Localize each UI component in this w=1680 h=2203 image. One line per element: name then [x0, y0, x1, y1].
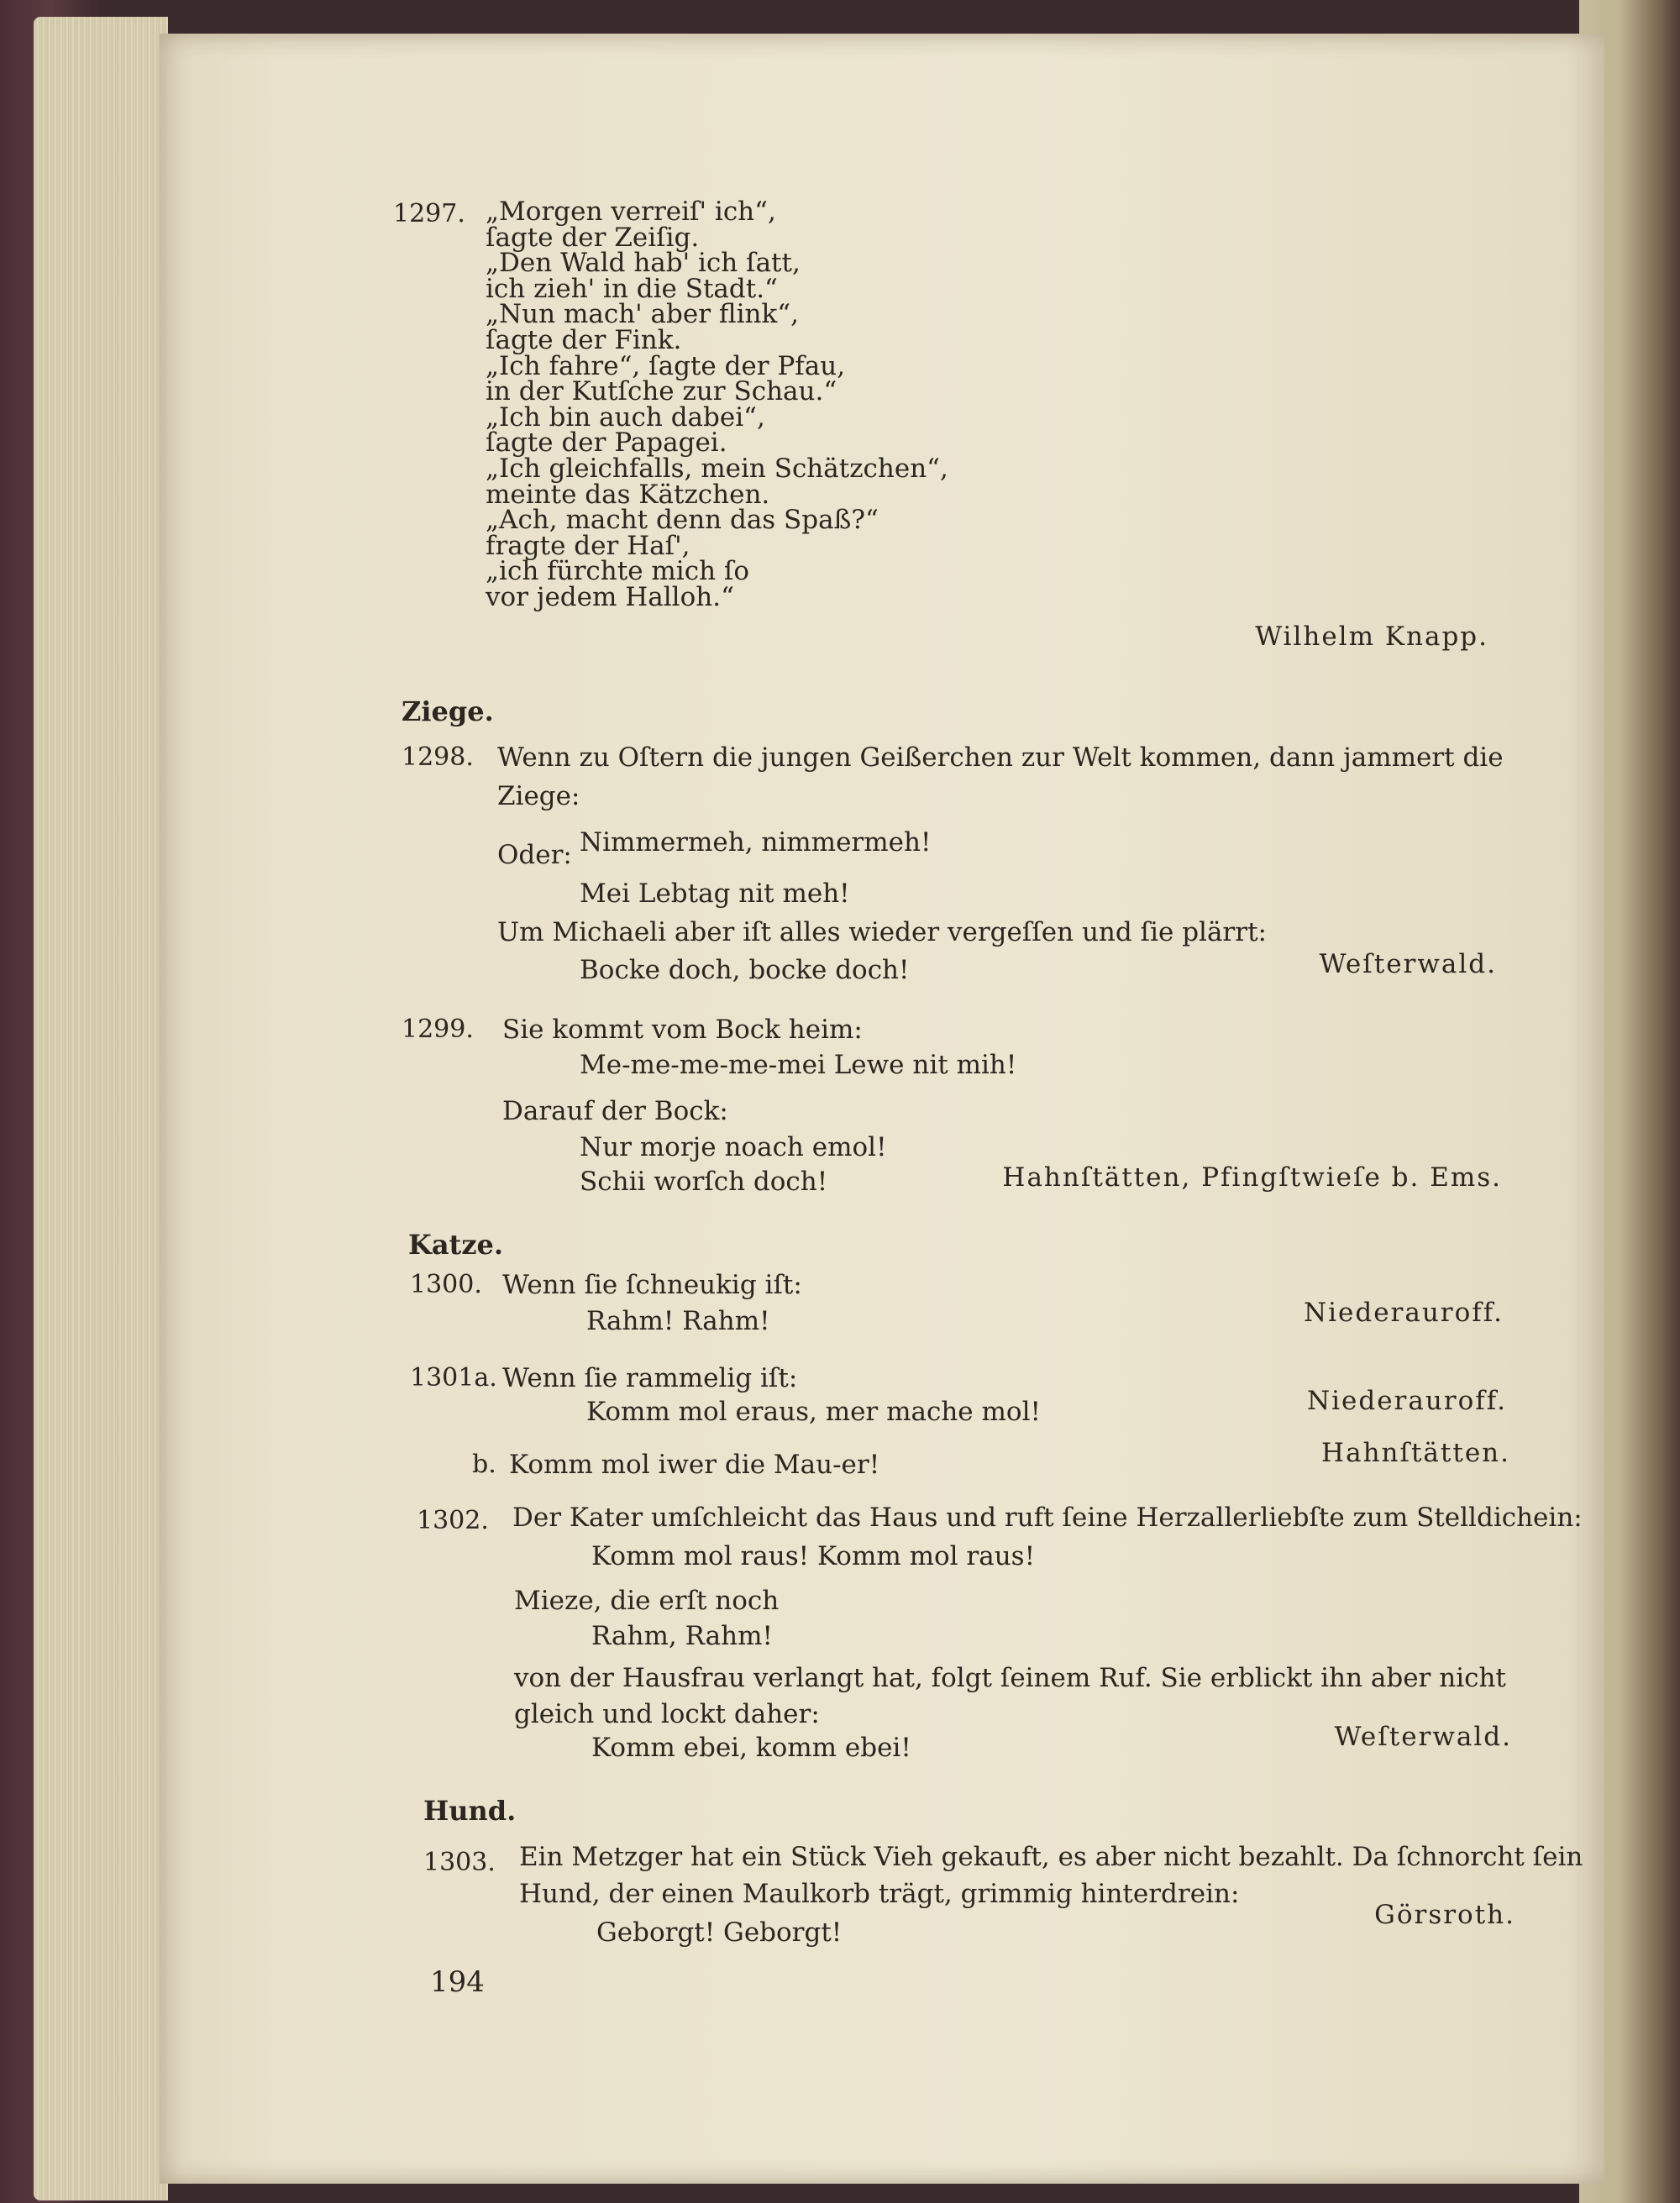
poem-line: „ich fürchte mich ſo [486, 556, 750, 587]
page-number: 194 [430, 1965, 485, 1999]
entry-number: 1301a. [410, 1363, 497, 1393]
poem-line: „Den Wald hab' ich ſatt, [486, 248, 801, 279]
source-attribution: Niederauroff. [1303, 1298, 1504, 1328]
entry-text: Hund, der einen Maulkorb trägt, grimmig hinterdrein: [519, 1879, 1240, 1909]
source-attribution: Hahnſtätten, Pfingſtwieſe b. Ems. [1002, 1162, 1502, 1193]
entry-text: Mieze, die erſt noch [514, 1586, 780, 1616]
poem-line: „Ich gleichfalls, mein Schätzchen“, [486, 453, 948, 484]
source-attribution: Görsroth. [1374, 1900, 1515, 1930]
source-attribution: Weſterwald. [1334, 1722, 1512, 1752]
entry-text: Darauf der Bock: [502, 1096, 728, 1126]
entry-text: von der Hausfrau verlangt hat, folgt ſeinem Ruf. Sie erblickt ihn aber nicht [514, 1663, 1506, 1693]
poem-line: „Ich fahre“, ſagte der Pfau, [486, 350, 846, 381]
poem-line: meinte das Kätzchen. [486, 479, 770, 510]
entry-number: 1297. [393, 199, 465, 228]
source-attribution: Weſterwald. [1319, 949, 1497, 979]
entry-text: Sie kommt vom Bock heim: [502, 1015, 863, 1045]
animal-call: Me-me-me-me-mei Lewe nit mih! [580, 1050, 1017, 1080]
entry-text: Um Michaeli aber iſt alles wieder vergeſſen und ſie plärrt: [497, 917, 1267, 947]
animal-call: Komm ebei, komm ebei! [591, 1733, 911, 1763]
entry-number: 1299. [402, 1015, 474, 1044]
entry-text: Wenn ſie ſchneukig iſt: [502, 1270, 802, 1300]
entry-number: 1300. [410, 1270, 482, 1299]
poem-line: ſagte der Papagei. [486, 427, 727, 459]
entry-text: Der Kater umſchleicht das Haus und ruft ſeine Herzallerliebſte zum Stelldichein: [512, 1503, 1583, 1533]
poem-line: „Morgen verreiſ' ich“, [486, 197, 776, 227]
section-heading-katze: Katze. [408, 1229, 503, 1261]
page-edges [34, 17, 168, 2200]
source-attribution: Hahnſtätten. [1321, 1438, 1510, 1468]
entry-text: gleich und lockt daher: [514, 1699, 820, 1729]
animal-call: Schii worſch doch! [580, 1167, 828, 1197]
poem-line: „Ich bin auch dabei“, [486, 401, 765, 433]
animal-call: Nur morje noach emol! [580, 1132, 887, 1162]
poem-1297 [486, 199, 948, 611]
entry-number: b. [472, 1450, 496, 1479]
animal-call: Komm mol iwer die Mau-er! [509, 1450, 880, 1480]
entry-text: Wenn ſie rammelig iſt: [502, 1363, 798, 1393]
section-heading-ziege: Ziege. [402, 695, 494, 727]
animal-call: Geborgt! Geborgt! [596, 1917, 843, 1948]
poem-line: ſagte der Zeiſig. [486, 222, 700, 253]
animal-call: Komm mol eraus, mer mache mol! [586, 1397, 1041, 1427]
animal-call: Komm mol raus! Komm mol raus! [591, 1541, 1036, 1571]
entry-text: Ziege: [497, 781, 580, 811]
entry-number: 1302. [417, 1506, 489, 1535]
animal-call: Bocke doch, bocke doch! [580, 955, 910, 985]
poem-line: vor jedem Halloh.“ [486, 581, 734, 612]
entry-text: Ein Metzger hat ein Stück Vieh gekauft, es aber nicht bezahlt. Da ſchnorcht ſein [519, 1842, 1583, 1872]
animal-call: Rahm, Rahm! [591, 1621, 773, 1651]
source-attribution: Wilhelm Knapp. [1255, 622, 1488, 652]
entry-text: Wenn zu Oſtern die jungen Geißerchen zur Welt kommen, dann jammert die [497, 742, 1504, 773]
entry-number: 1303. [423, 1848, 496, 1877]
entry-text: Oder: [497, 840, 572, 870]
poem-line: ich zieh' in die Stadt.“ [486, 273, 778, 304]
poem-line: ſagte der Fink. [486, 324, 682, 355]
animal-call: Mei Lebtag nit meh! [580, 879, 850, 909]
animal-call: Rahm! Rahm! [586, 1306, 770, 1336]
poem-line: „Ach, macht denn das Spaß?“ [486, 505, 879, 536]
section-heading-hund: Hund. [423, 1795, 517, 1827]
source-attribution: Niederauroff. [1306, 1386, 1507, 1416]
animal-call: Nimmermeh, nimmermeh! [580, 827, 932, 858]
poem-line: fragte der Haſ', [486, 530, 690, 561]
entry-number: 1298. [402, 742, 474, 772]
poem-line: „Nun mach' aber flink“, [486, 299, 799, 330]
poem-line: in der Kutſche zur Schau.“ [486, 376, 837, 407]
